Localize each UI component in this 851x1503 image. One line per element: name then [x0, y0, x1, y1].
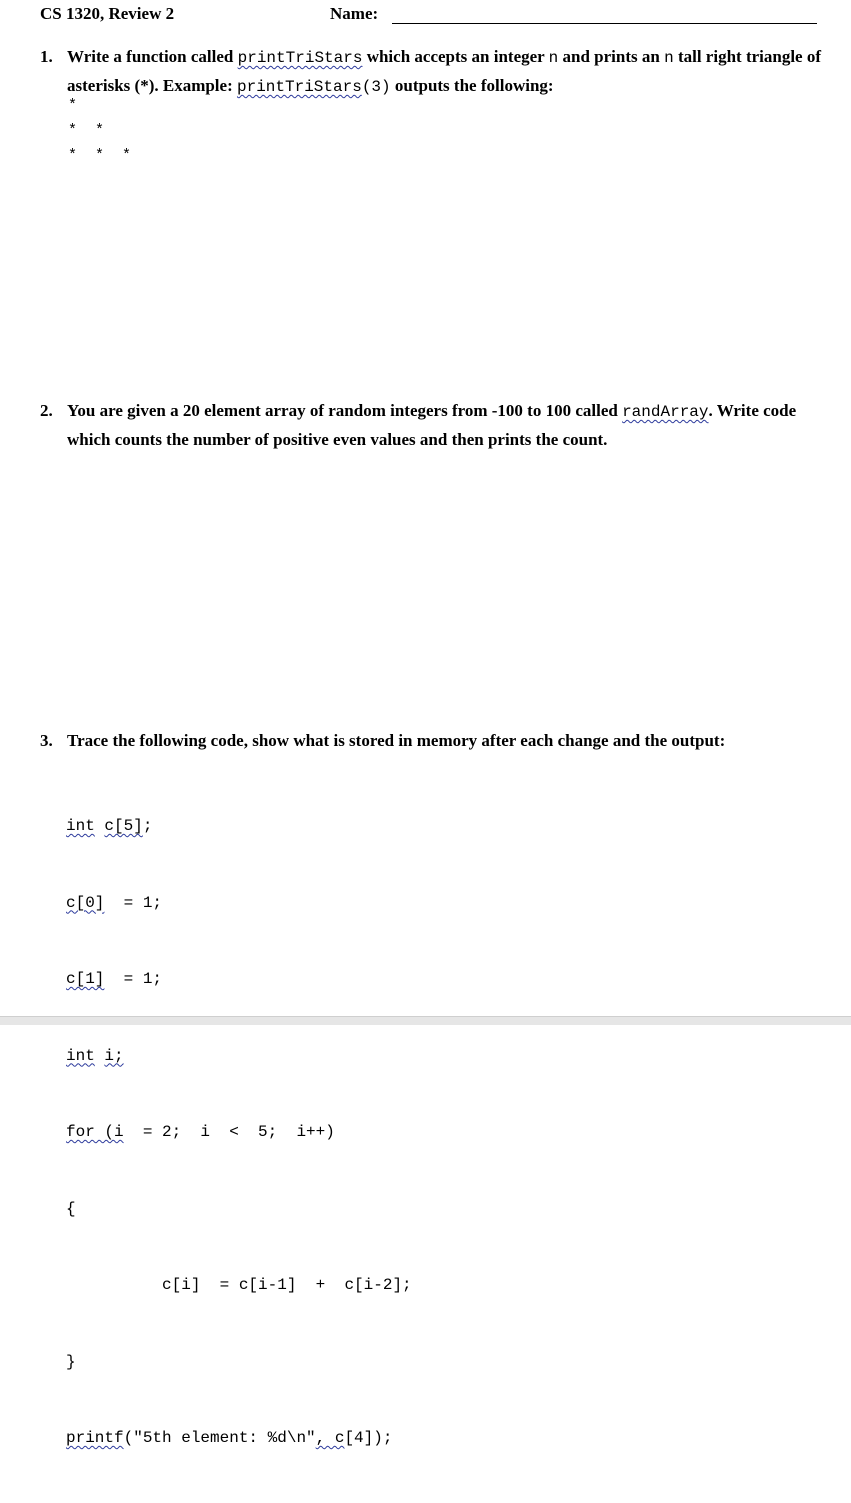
code-token: [95, 1047, 105, 1065]
q2-text-part: You are given a 20 element array of random integers from -100 to 100 called: [67, 401, 623, 420]
code-token: c[0]: [66, 893, 105, 912]
example-call-code: printTriStars: [236, 78, 362, 96]
example-call-args: (3): [361, 78, 391, 96]
code-token: c[i] = c[i-1] + c[i-2];: [66, 1276, 412, 1294]
code-line: [66, 1044, 412, 1070]
code-line: [66, 1350, 412, 1376]
code-token: , c: [315, 1429, 345, 1447]
question-text: [67, 43, 827, 101]
code-token: i;: [104, 1046, 124, 1065]
name-blank-line: [392, 23, 817, 24]
code-line: [66, 967, 412, 993]
code-line: [66, 1273, 412, 1299]
code-token: }: [66, 1352, 76, 1371]
code-line: [66, 1120, 412, 1146]
code-token: int: [66, 817, 95, 835]
code-line: [66, 1426, 412, 1452]
question-number: 1.: [40, 47, 53, 66]
code-token: printf: [66, 1429, 124, 1447]
array-name-code: randArray: [622, 403, 709, 421]
q1-text-part: Write a function called: [67, 47, 238, 66]
code-token: {: [66, 1199, 76, 1218]
q1-text-part: which accepts an integer: [362, 47, 549, 66]
code-line: [66, 814, 412, 840]
q1-text-part: tall right triangle of asterisks (*). Example:: [67, 47, 822, 95]
code-token: [95, 817, 105, 835]
param-code: n: [664, 49, 674, 67]
code-block: [66, 763, 412, 1503]
code-token: = 1;: [104, 893, 163, 912]
name-label: Name:: [330, 4, 379, 23]
example-output-line: * *: [68, 122, 105, 139]
code-token: for (i: [66, 1123, 124, 1141]
code-line: [66, 891, 412, 917]
question-text: [67, 397, 827, 453]
code-token: int: [66, 1046, 95, 1065]
code-line: [66, 1197, 412, 1223]
param-code: n: [548, 49, 559, 67]
question-number: 2.: [40, 401, 53, 420]
question-number: 3.: [40, 731, 53, 750]
code-token: c[5]: [104, 817, 143, 835]
example-output-line: * * *: [68, 147, 132, 164]
page-header: [40, 4, 820, 28]
function-name-code: printTriStars: [237, 49, 363, 67]
code-token: [4]);: [344, 1429, 393, 1447]
question-text: Trace the following code, show what is stored in memory after each change and the output:: [67, 731, 726, 750]
code-token: = 1;: [104, 970, 163, 988]
q1-text-part: and prints an: [558, 47, 665, 66]
code-token: ;: [142, 817, 153, 835]
code-token: = 2; i < 5; i++): [123, 1123, 335, 1141]
q1-text-part: outputs the following:: [390, 76, 554, 95]
code-token: c[1]: [66, 970, 105, 988]
code-token: ("5th element: %d\n": [123, 1429, 316, 1447]
example-output-line: *: [68, 97, 78, 114]
q2-text-part: . Write code which counts the number of positive even values and then prints the count.: [67, 401, 797, 449]
course-title: CS 1320, Review 2: [40, 4, 175, 23]
